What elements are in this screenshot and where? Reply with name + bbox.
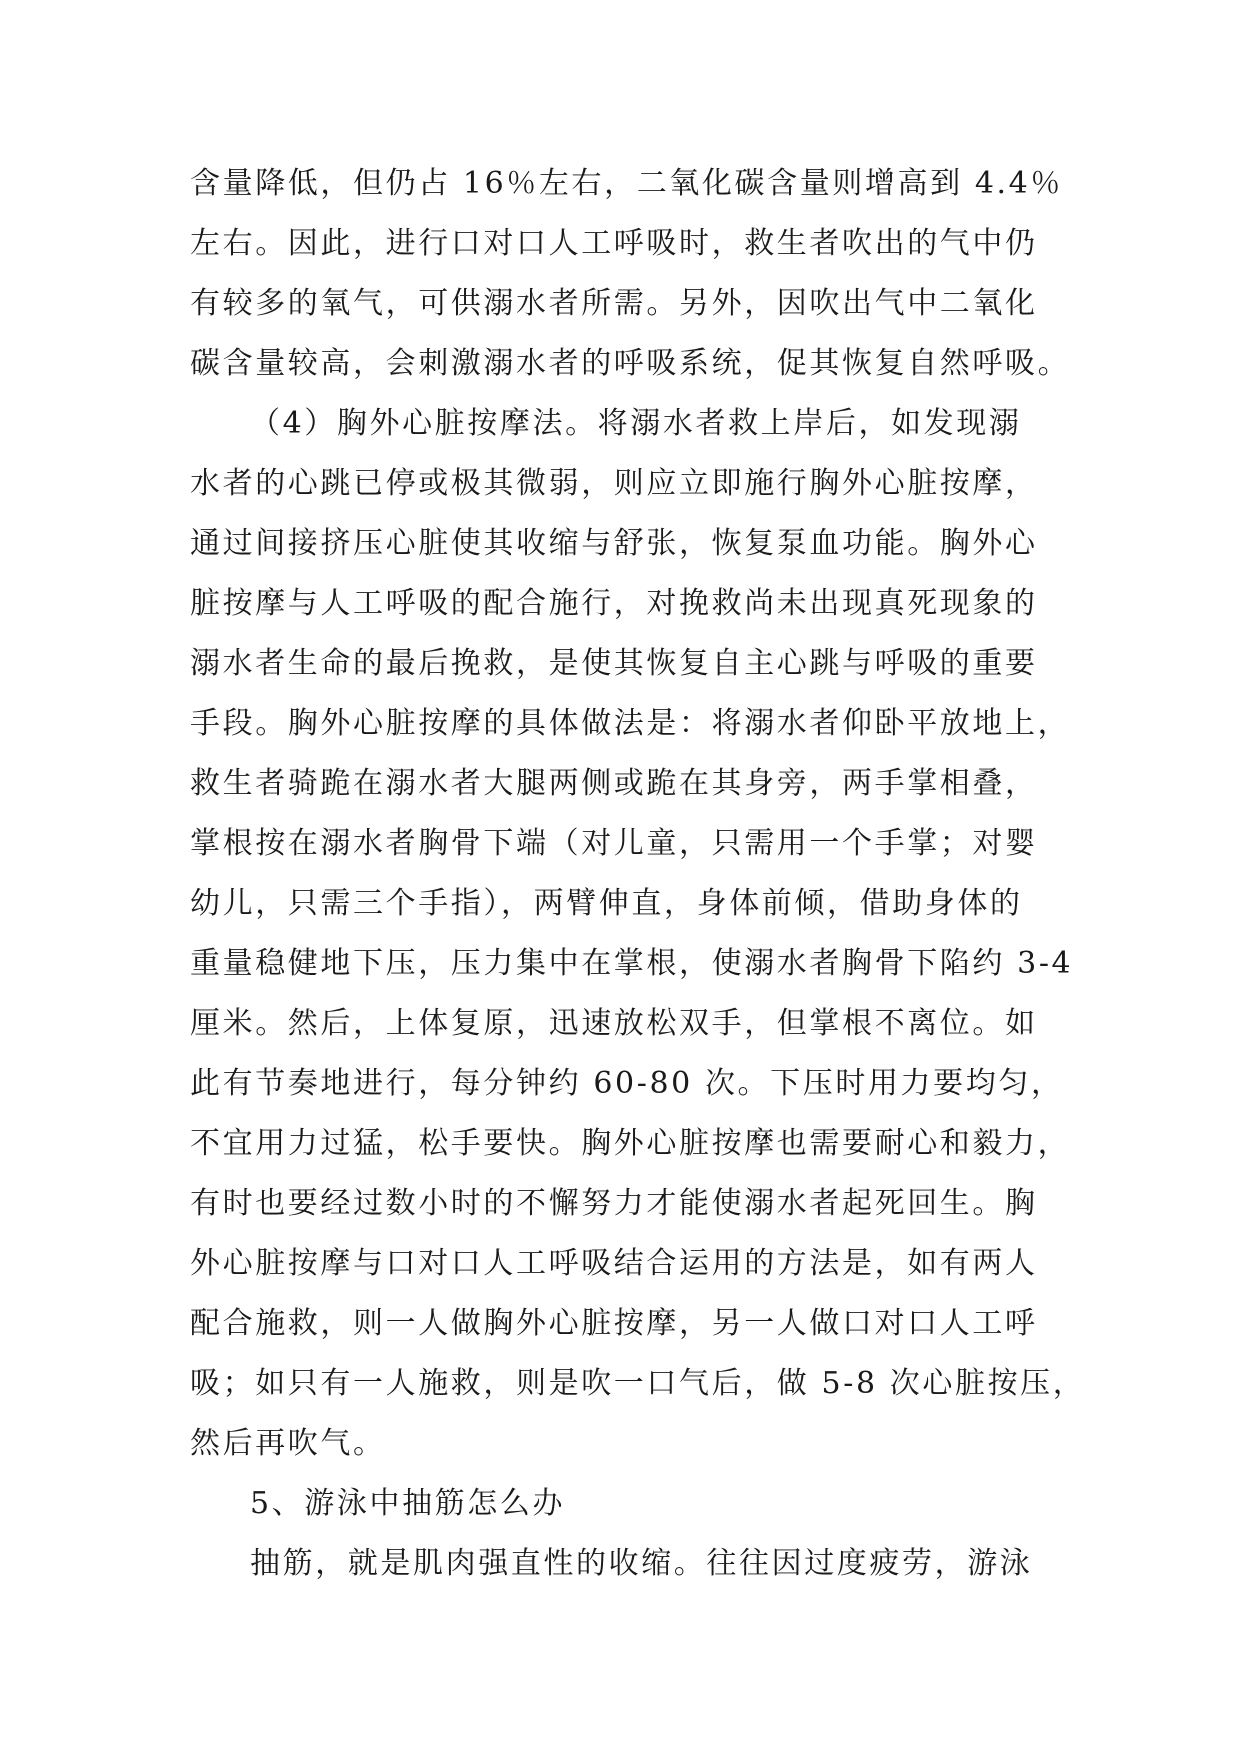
text-line: 厘米。然后，上体复原，迅速放松双手，但掌根不离位。如: [190, 1006, 1038, 1041]
text-line: 有时也要经过数小时的不懈努力才能使溺水者起死回生。胸: [190, 1186, 1038, 1221]
text-line: 配合施救，则一人做胸外心脏按摩，另一人做口对口人工呼: [190, 1306, 1038, 1341]
text-line: 外心脏按摩与口对口人工呼吸结合运用的方法是，如有两人: [190, 1246, 1038, 1281]
text-line: 然后再吹气。: [190, 1426, 386, 1461]
text-line: 含量降低，但仍占 16％左右，二氧化碳含量则增高到 4.4％: [190, 166, 1063, 201]
text-line: 脏按摩与人工呼吸的配合施行，对挽救尚未出现真死现象的: [190, 586, 1038, 621]
text-line: 掌根按在溺水者胸骨下端（对儿童，只需用一个手掌；对婴: [190, 826, 1038, 861]
text-line: 通过间接挤压心脏使其收缩与舒张，恢复泵血功能。胸外心: [190, 526, 1038, 561]
section-heading: 5、游泳中抽筋怎么办: [250, 1486, 566, 1521]
paragraph-start: （4）胸外心脏按摩法。将溺水者救上岸后，如发现溺: [250, 406, 1022, 441]
text-line: 左右。因此，进行口对口人工呼吸时，救生者吹出的气中仍: [190, 226, 1038, 261]
text-line: 吸；如只有一人施救，则是吹一口气后，做 5-8 次心脏按压，: [190, 1366, 1086, 1401]
text-line: 此有节奏地进行，每分钟约 60-80 次。下压时用力要均匀，: [190, 1066, 1064, 1101]
text-line: 幼儿，只需三个手指），两臂伸直，身体前倾，借助身体的: [190, 886, 1023, 921]
text-line: 重量稳健地下压，压力集中在掌根，使溺水者胸骨下陷约 3-4: [190, 946, 1074, 981]
paragraph-start: 抽筋，就是肌肉强直性的收缩。往往因过度疲劳，游泳: [250, 1546, 1033, 1581]
text-line: 不宜用力过猛，松手要快。胸外心脏按摩也需要耐心和毅力，: [190, 1126, 1071, 1161]
text-line: 有较多的氧气，可供溺水者所需。另外，因吹出气中二氧化: [190, 286, 1038, 321]
text-line: 碳含量较高，会刺激溺水者的呼吸系统，促其恢复自然呼吸。: [190, 346, 1071, 381]
text-line: 溺水者生命的最后挽救，是使其恢复自主心跳与呼吸的重要: [190, 646, 1038, 681]
text-line: 水者的心跳已停或极其微弱，则应立即施行胸外心脏按摩，: [190, 466, 1038, 501]
text-line: 救生者骑跪在溺水者大腿两侧或跪在其身旁，两手掌相叠，: [190, 766, 1038, 801]
text-line: 手段。胸外心脏按摩的具体做法是：将溺水者仰卧平放地上，: [190, 706, 1071, 741]
